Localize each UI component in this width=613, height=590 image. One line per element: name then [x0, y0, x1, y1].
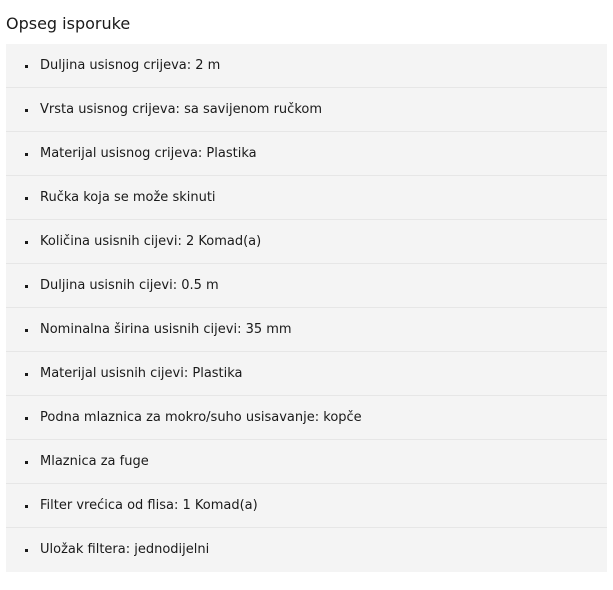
- list-item-text: Vrsta usisnog crijeva: sa savijenom ručkom: [40, 101, 322, 117]
- list-item-text: Duljina usisnog crijeva: 2 m: [40, 57, 221, 73]
- list-item-text: Količina usisnih cijevi: 2 Komad(a): [40, 233, 262, 249]
- bullet-icon: [25, 241, 28, 244]
- list-item-text: Mlaznica za fuge: [40, 453, 149, 469]
- bullet-icon: [25, 197, 28, 200]
- list-item: [6, 352, 607, 396]
- bullet-icon: [25, 373, 28, 376]
- bullet-icon: [25, 329, 28, 332]
- list-item-text: Uložak filtera: jednodijelni: [40, 542, 210, 557]
- list-item: [6, 132, 607, 176]
- list-item-text: Podna mlaznica za mokro/suho usisavanje: kopče: [40, 409, 362, 425]
- list-item: [6, 44, 607, 88]
- bullet-icon: [25, 417, 28, 420]
- list-item-text: Duljina usisnih cijevi: 0.5 m: [40, 277, 219, 293]
- list-item: [6, 176, 607, 220]
- section-title: Opseg isporuke: [6, 14, 131, 33]
- bullet-icon: [25, 505, 28, 508]
- list-item: [6, 220, 607, 264]
- bullet-icon: [25, 461, 28, 464]
- scope-of-delivery-list: [6, 44, 607, 572]
- list-item: [6, 396, 607, 440]
- list-item-text: Ručka koja se može skinuti: [40, 189, 216, 205]
- list-item-text: Filter vrećica od flisa: 1 Komad(a): [40, 497, 258, 513]
- list-item-text: Materijal usisnih cijevi: Plastika: [40, 365, 243, 381]
- bullet-icon: [25, 109, 28, 112]
- list-item: [6, 88, 607, 132]
- list-item: [6, 264, 607, 308]
- list-item: [6, 440, 607, 484]
- list-item: [6, 528, 607, 572]
- bullet-icon: [25, 153, 28, 156]
- list-item: [6, 484, 607, 528]
- list-item-text: Materijal usisnog crijeva: Plastika: [40, 145, 257, 161]
- bullet-icon: [25, 285, 28, 288]
- list-item: [6, 308, 607, 352]
- bullet-icon: [25, 65, 28, 68]
- list-item-text: Nominalna širina usisnih cijevi: 35 mm: [40, 321, 292, 337]
- bullet-icon: [25, 549, 28, 552]
